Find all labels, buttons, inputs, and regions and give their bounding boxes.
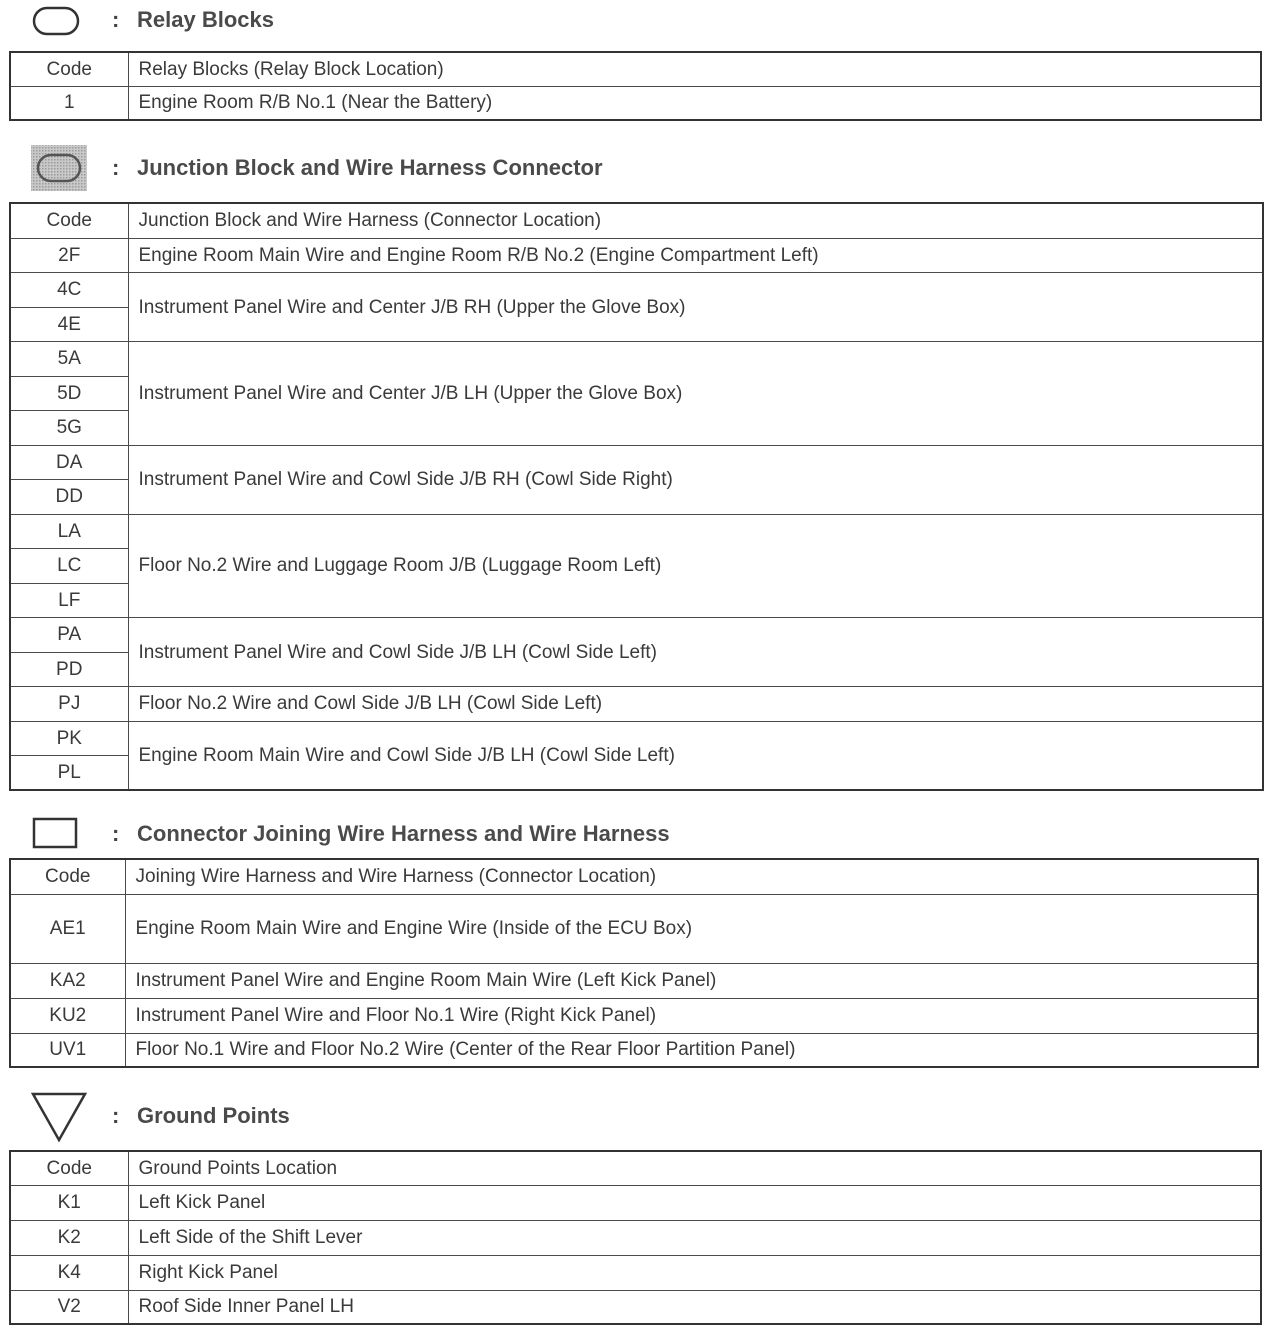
- row-location: Instrument Panel Wire and Cowl Side J/B RH (Cowl Side Right): [128, 445, 1263, 514]
- table-row: [10, 998, 1258, 1033]
- row-code: AE1: [10, 894, 125, 963]
- header-location: Relay Blocks (Relay Block Location): [128, 52, 1261, 86]
- shaded-oval-icon: [30, 144, 88, 192]
- table-row: [10, 238, 1263, 273]
- row-code: PK: [10, 721, 128, 756]
- row-location: Engine Room Main Wire and Engine Wire (Inside of the ECU Box): [125, 894, 1258, 963]
- table-row: [10, 687, 1263, 722]
- header-code: Code: [10, 859, 125, 894]
- triangle-down-icon: [30, 1090, 88, 1144]
- row-code: K1: [10, 1185, 128, 1220]
- table-row: [10, 1255, 1261, 1290]
- relay-colon: :: [112, 7, 120, 32]
- row-code: 4C: [10, 273, 128, 308]
- row-location: Instrument Panel Wire and Cowl Side J/B LH (Cowl Side Left): [128, 618, 1263, 687]
- row-code: DA: [10, 445, 128, 480]
- header-location: Ground Points Location: [128, 1151, 1261, 1185]
- row-code: LC: [10, 549, 128, 584]
- row-location: Floor No.2 Wire and Luggage Room J/B (Luggage Room Left): [128, 514, 1263, 618]
- connector-joining-heading: [0, 812, 1280, 852]
- table-header-row: [10, 1151, 1261, 1185]
- table-row: [10, 1290, 1261, 1324]
- connector-joining-table: [9, 858, 1259, 1068]
- table-row: [10, 273, 1263, 308]
- table-row: [10, 963, 1258, 998]
- row-location: Instrument Panel Wire and Floor No.1 Wire (Right Kick Panel): [125, 998, 1258, 1033]
- oval-outline-icon: [32, 6, 80, 36]
- header-location: Junction Block and Wire Harness (Connector Location): [128, 203, 1263, 238]
- table-row: [10, 618, 1263, 653]
- row-location: Left Kick Panel: [128, 1185, 1261, 1220]
- row-location: Engine Room R/B No.1 (Near the Battery): [128, 86, 1261, 120]
- row-code: KU2: [10, 998, 125, 1033]
- junction-block-heading: [0, 144, 1280, 184]
- row-location: Instrument Panel Wire and Center J/B RH (Upper the Glove Box): [128, 273, 1263, 342]
- connector-colon: :: [112, 821, 120, 846]
- header-code: Code: [10, 203, 128, 238]
- row-code: 1: [10, 86, 128, 120]
- row-location: Floor No.1 Wire and Floor No.2 Wire (Center of the Rear Floor Partition Panel): [125, 1033, 1258, 1067]
- row-code: PD: [10, 652, 128, 687]
- header-code: Code: [10, 1151, 128, 1185]
- row-code: K2: [10, 1220, 128, 1255]
- row-location: Engine Room Main Wire and Cowl Side J/B LH (Cowl Side Left): [128, 721, 1263, 790]
- row-code: LF: [10, 583, 128, 618]
- row-code: 5A: [10, 342, 128, 377]
- row-code: KA2: [10, 963, 125, 998]
- row-code: UV1: [10, 1033, 125, 1067]
- row-code: PJ: [10, 687, 128, 722]
- row-location: Instrument Panel Wire and Center J/B LH (Upper the Glove Box): [128, 342, 1263, 446]
- relay-blocks-title: Relay Blocks: [137, 7, 274, 32]
- table-row: [10, 721, 1263, 756]
- row-code: 5D: [10, 376, 128, 411]
- row-location: Left Side of the Shift Lever: [128, 1220, 1261, 1255]
- rectangle-outline-icon: [32, 816, 78, 850]
- table-header-row: [10, 52, 1261, 86]
- row-location: Floor No.2 Wire and Cowl Side J/B LH (Cowl Side Left): [128, 687, 1263, 722]
- row-code: K4: [10, 1255, 128, 1290]
- junction-block-title: Junction Block and Wire Harness Connector: [137, 155, 603, 180]
- row-location: Instrument Panel Wire and Engine Room Main Wire (Left Kick Panel): [125, 963, 1258, 998]
- table-header-row: [10, 859, 1258, 894]
- row-code: 5G: [10, 411, 128, 446]
- table-row: [10, 894, 1258, 963]
- row-code: LA: [10, 514, 128, 549]
- table-row: [10, 86, 1261, 120]
- row-code: DD: [10, 480, 128, 515]
- ground-colon: :: [112, 1103, 120, 1128]
- header-code: Code: [10, 52, 128, 86]
- junction-colon: :: [112, 155, 120, 180]
- header-location: Joining Wire Harness and Wire Harness (Connector Location): [125, 859, 1258, 894]
- table-row: [10, 1185, 1261, 1220]
- table-header-row: [10, 203, 1263, 238]
- relay-blocks-heading: [0, 0, 1280, 40]
- row-code: PA: [10, 618, 128, 653]
- table-row: [10, 514, 1263, 549]
- row-code: 2F: [10, 238, 128, 273]
- table-row: [10, 445, 1263, 480]
- table-row: [10, 342, 1263, 377]
- row-code: V2: [10, 1290, 128, 1324]
- row-location: Right Kick Panel: [128, 1255, 1261, 1290]
- table-row: [10, 1220, 1261, 1255]
- ground-points-table: [9, 1150, 1262, 1325]
- relay-blocks-table: [9, 51, 1262, 121]
- row-location: Roof Side Inner Panel LH: [128, 1290, 1261, 1324]
- junction-block-table: [9, 202, 1264, 791]
- table-row: [10, 1033, 1258, 1067]
- ground-points-heading: [0, 1090, 1280, 1130]
- ground-points-title: Ground Points: [137, 1103, 290, 1128]
- row-location: Engine Room Main Wire and Engine Room R/B No.2 (Engine Compartment Left): [128, 238, 1263, 273]
- row-code: PL: [10, 756, 128, 791]
- row-code: 4E: [10, 307, 128, 342]
- connector-joining-title: Connector Joining Wire Harness and Wire Harness: [137, 821, 670, 846]
